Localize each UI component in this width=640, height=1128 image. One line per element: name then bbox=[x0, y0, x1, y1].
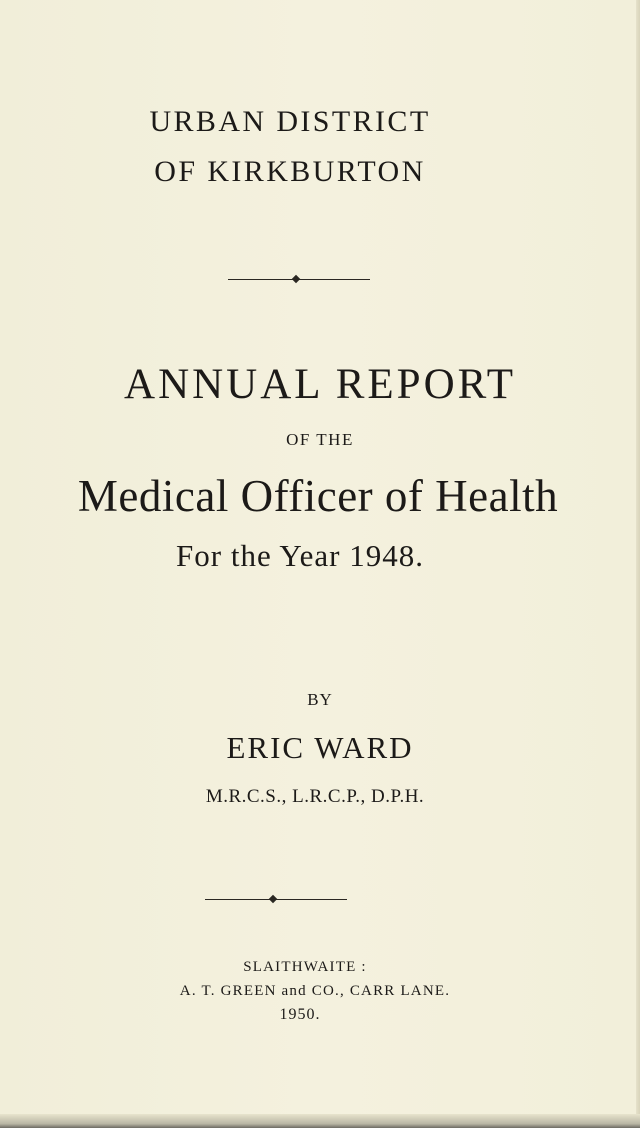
printer-place: SLAITHWAITE : bbox=[243, 959, 367, 975]
top-divider-diamond-icon bbox=[292, 275, 300, 283]
district-line-1: URBAN DISTRICT bbox=[149, 105, 431, 138]
report-subtitle: Medical Officer of Health bbox=[77, 471, 559, 521]
page-right-edge bbox=[636, 0, 640, 1128]
report-year-line: For the Year 1948. bbox=[176, 538, 424, 573]
print-year: 1950. bbox=[279, 1006, 321, 1023]
bottom-divider-diamond-icon bbox=[269, 895, 277, 903]
printer-name: A. T. GREEN and CO., CARR LANE. bbox=[179, 983, 451, 999]
by-text: BY bbox=[307, 690, 333, 709]
author-qualifications: M.R.C.S., L.R.C.P., D.P.H. bbox=[205, 786, 425, 807]
author-name: ERIC WARD bbox=[226, 730, 414, 765]
of-the-text: OF THE bbox=[286, 430, 354, 449]
report-title: ANNUAL REPORT bbox=[124, 361, 516, 408]
district-line-2: OF KIRKBURTON bbox=[154, 155, 426, 188]
page-bottom-edge bbox=[0, 1114, 640, 1128]
